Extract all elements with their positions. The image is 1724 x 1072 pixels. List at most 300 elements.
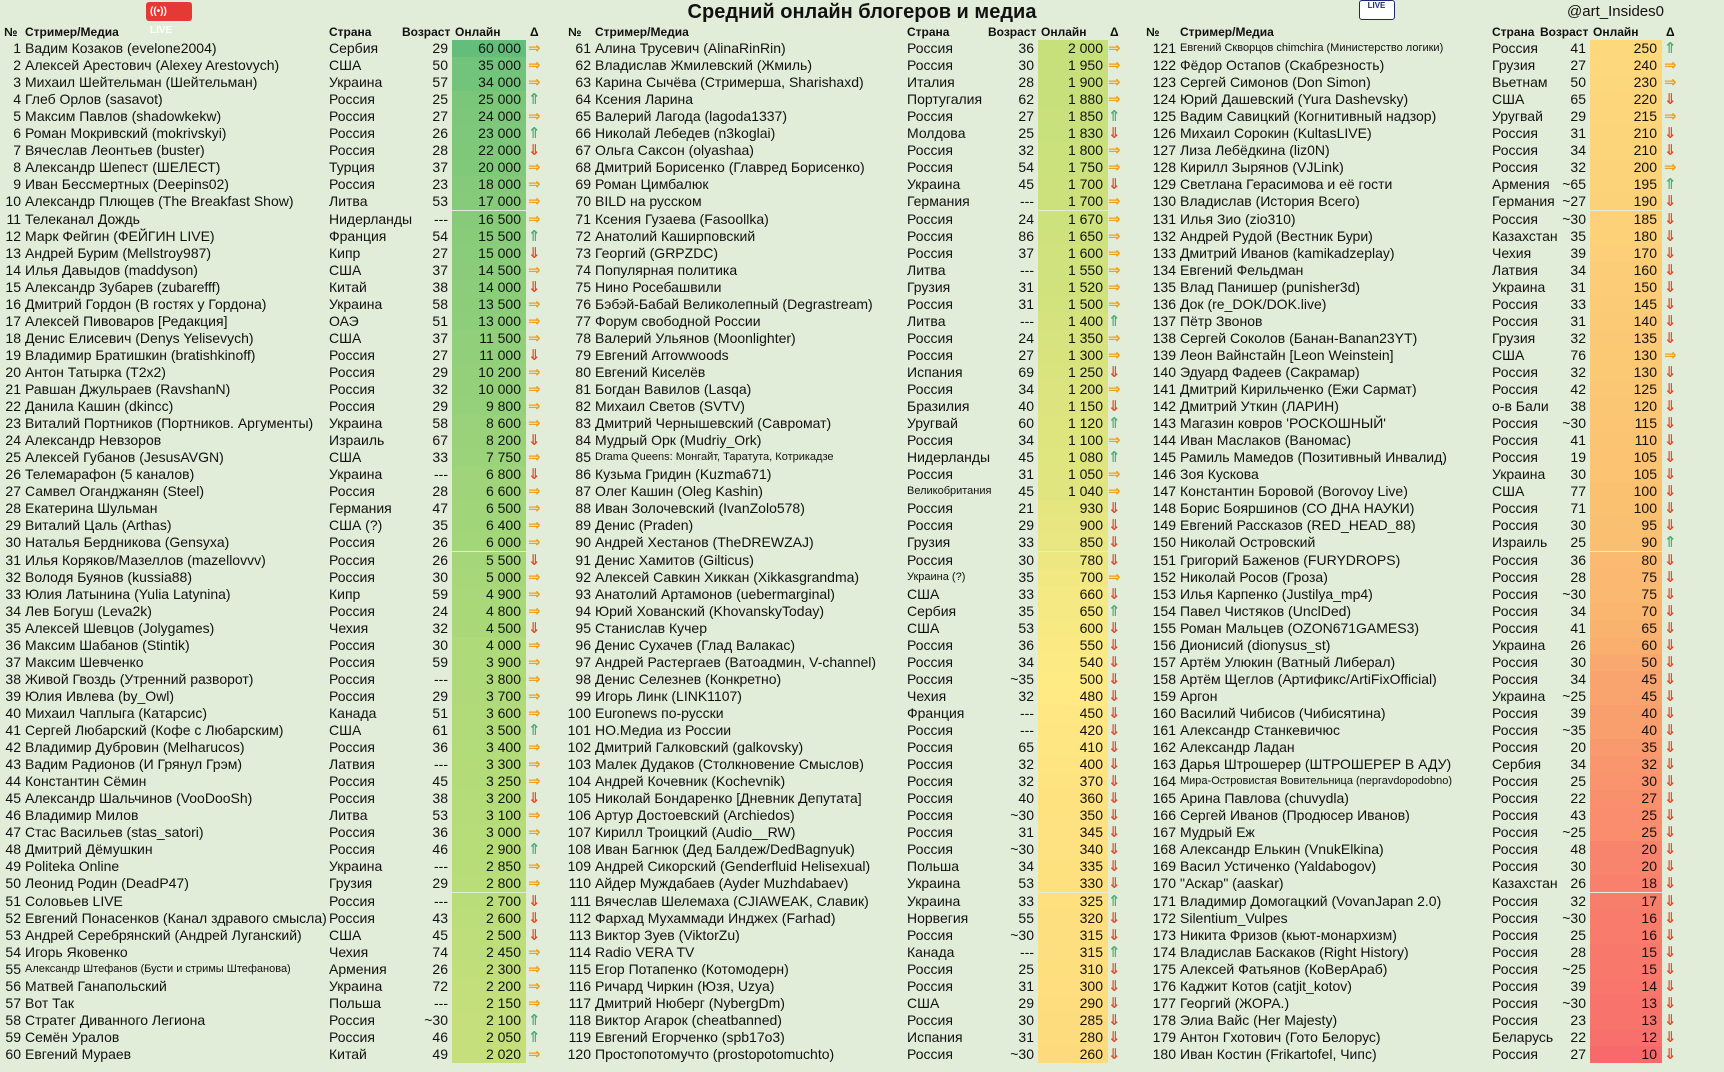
- table-row: [0, 517, 548, 534]
- row-name: Фёдор Остапов (Скабрезность): [1180, 57, 1385, 74]
- row-country: Россия: [329, 892, 375, 909]
- header-name: Стример/Медиа: [1180, 25, 1274, 39]
- row-name: Андрей Серебрянский (Андрей Луганский): [25, 926, 302, 943]
- row-country: Россия: [1492, 449, 1538, 466]
- arrow-down-icon: ⇓: [1664, 892, 1677, 910]
- row-name: Леонид Родин (DeadP47): [25, 875, 189, 892]
- arrow-down-icon: ⇓: [1664, 653, 1677, 671]
- table-row: [1142, 228, 1684, 245]
- row-age: 42: [1570, 381, 1586, 397]
- arrow-right-icon: ⇒: [528, 568, 541, 586]
- row-online: 480: [1038, 688, 1108, 705]
- arrow-right-icon: ⇒: [1108, 432, 1121, 450]
- row-rank: 78: [575, 329, 591, 346]
- row-rank: 148: [1152, 500, 1176, 517]
- arrow-down-icon: ⇓: [1664, 1011, 1677, 1029]
- row-name: Сергей Симонов (Don Simon): [1180, 74, 1371, 91]
- table-row: [1142, 654, 1684, 671]
- row-country: Россия: [1492, 602, 1538, 619]
- arrow-right-icon: ⇒: [528, 602, 541, 620]
- row-rank: 77: [575, 312, 591, 329]
- row-rank: 24: [5, 432, 21, 449]
- row-name: Илья Зио (zio310): [1180, 210, 1296, 227]
- header-delta: Δ: [530, 25, 539, 39]
- row-name: Дмитрий Гордон (В гостях у Гордона): [25, 295, 267, 312]
- row-online: 330: [1038, 875, 1108, 892]
- row-country: Украина: [329, 977, 383, 994]
- arrow-right-icon: ⇒: [528, 210, 541, 228]
- row-name: Илья Давыдов (maddyson): [25, 261, 198, 278]
- row-online: 25: [1590, 824, 1662, 841]
- arrow-right-icon: ⇒: [1108, 261, 1121, 279]
- row-country: Россия: [907, 773, 953, 790]
- table-row: [564, 705, 1128, 722]
- row-rank: 132: [1152, 227, 1176, 244]
- row-rank: 104: [567, 773, 591, 790]
- row-country: Украина: [1492, 278, 1546, 295]
- row-age: 34: [1570, 261, 1586, 278]
- table-row: [0, 978, 548, 995]
- row-name: Сергей Любарский (Кофе с Любарским): [25, 722, 284, 738]
- row-rank: 115: [568, 960, 591, 977]
- row-age: 31: [1018, 824, 1034, 841]
- table-row: [1142, 910, 1684, 927]
- row-age: ~30: [1010, 926, 1034, 943]
- row-rank: 32: [5, 568, 21, 585]
- arrow-down-icon: ⇓: [1664, 363, 1677, 381]
- row-country: Польша: [907, 858, 960, 875]
- row-age: 32: [432, 619, 448, 636]
- row-age: 29: [432, 687, 448, 704]
- row-online: 4 900: [452, 586, 526, 603]
- row-country: Литва: [907, 261, 946, 278]
- row-age: 54: [1018, 159, 1034, 176]
- row-rank: 111: [569, 892, 591, 909]
- table-row: [1142, 364, 1684, 381]
- row-rank: 79: [575, 346, 591, 363]
- table-row: [564, 91, 1128, 108]
- table-row: [0, 449, 548, 466]
- table-row: [1142, 722, 1684, 739]
- row-age: 34: [1018, 858, 1034, 875]
- table-row: [564, 449, 1128, 466]
- row-country: Канада: [329, 704, 377, 721]
- row-name: Евгений Егорченко (spb17o3): [595, 1028, 785, 1045]
- row-name: Илья Коряков/Мазеллов (mazellovvv): [25, 551, 266, 568]
- row-age: 36: [1018, 636, 1034, 653]
- row-name: Марк Фейгин (ФЕЙГИН LIVE): [25, 227, 215, 244]
- arrow-down-icon: ⇓: [1108, 1028, 1121, 1046]
- row-online: 45: [1590, 688, 1662, 705]
- row-age: 30: [432, 568, 448, 585]
- row-age: 43: [1570, 807, 1586, 824]
- table-row: [564, 245, 1128, 262]
- row-country: Бразилия: [907, 398, 970, 415]
- row-online: 65: [1590, 620, 1662, 637]
- row-rank: 118: [568, 1011, 591, 1028]
- row-rank: 1: [13, 40, 21, 56]
- row-online: 1 700: [1038, 193, 1108, 210]
- row-online: 780: [1038, 552, 1108, 569]
- row-age: 48: [1570, 841, 1586, 858]
- table-row: [0, 466, 548, 483]
- row-country: Россия: [907, 739, 953, 756]
- row-country: Россия: [329, 346, 375, 363]
- table-row: [0, 1012, 548, 1029]
- table-row: [1142, 790, 1684, 807]
- row-name: Евгений Фельдман: [1180, 261, 1304, 278]
- row-rank: 63: [575, 74, 591, 91]
- table-row: [1142, 995, 1684, 1012]
- row-online: 14 500: [452, 262, 526, 279]
- row-age: 32: [1018, 142, 1034, 159]
- arrow-right-icon: ⇒: [1108, 483, 1121, 501]
- arrow-down-icon: ⇓: [1664, 329, 1677, 347]
- row-age: 29: [432, 398, 448, 415]
- table-row: [1142, 125, 1684, 142]
- arrow-down-icon: ⇓: [1664, 841, 1677, 859]
- arrow-down-icon: ⇓: [1664, 722, 1677, 739]
- arrow-down-icon: ⇓: [1108, 363, 1121, 381]
- arrow-right-icon: ⇒: [528, 994, 541, 1012]
- row-country: Россия: [907, 159, 953, 176]
- row-online: 1 850: [1038, 108, 1108, 125]
- row-age: 33: [432, 449, 448, 466]
- row-country: Россия: [1492, 517, 1538, 534]
- row-online: 13: [1590, 995, 1662, 1012]
- row-name: Юлия Латынина (Yulia Latynina): [25, 585, 231, 602]
- author-handle: @art_Insides0: [1567, 3, 1664, 20]
- row-country: США: [329, 329, 362, 346]
- row-rank: 101: [567, 722, 591, 738]
- arrow-right-icon: ⇒: [1108, 57, 1121, 75]
- row-rank: 47: [5, 824, 21, 841]
- row-age: 31: [1570, 125, 1586, 142]
- row-rank: 99: [575, 687, 591, 704]
- row-name: Radio VERA TV: [595, 943, 695, 960]
- row-rank: 7: [13, 142, 21, 159]
- row-rank: 134: [1152, 261, 1176, 278]
- row-rank: 13: [5, 244, 21, 261]
- row-country: Россия: [907, 636, 953, 653]
- row-rank: 146: [1152, 466, 1176, 483]
- row-age: ~25: [1562, 687, 1586, 704]
- row-online: 18: [1590, 875, 1662, 892]
- row-country: Россия: [907, 1045, 953, 1062]
- row-country: Украина: [329, 415, 383, 432]
- row-rank: 15: [5, 278, 21, 295]
- arrow-up-icon: ⇑: [528, 722, 541, 739]
- row-age: 31: [1018, 1028, 1034, 1045]
- row-age: ~30: [1010, 1045, 1034, 1062]
- row-name: Бэбэй-Бабай Великолепный (Degrastream): [595, 295, 873, 312]
- table-row: [1142, 1029, 1684, 1046]
- row-name: BILD на русском: [595, 193, 702, 210]
- row-age: 41: [1570, 619, 1586, 636]
- row-rank: 142: [1152, 398, 1176, 415]
- table-row: [0, 193, 548, 210]
- arrow-down-icon: ⇓: [1664, 739, 1677, 757]
- row-country: Украина: [907, 875, 961, 892]
- row-name: Михаил Чаплыга (Катарсис): [25, 704, 207, 721]
- row-name: НО.Медиа из России: [595, 722, 732, 738]
- arrow-right-icon: ⇒: [1108, 329, 1121, 347]
- row-online: 2 450: [452, 944, 526, 961]
- row-name: Виталий Цаль (Arthas): [25, 517, 172, 534]
- arrow-right-icon: ⇒: [528, 40, 541, 57]
- live-logo-left: ((•)) LIVE: [146, 2, 192, 21]
- row-rank: 66: [575, 125, 591, 142]
- table-row: [564, 432, 1128, 449]
- table-row: [1142, 671, 1684, 688]
- row-age: 30: [1570, 517, 1586, 534]
- arrow-right-icon: ⇒: [528, 653, 541, 671]
- table-row: [564, 398, 1128, 415]
- arrow-down-icon: ⇓: [1664, 227, 1677, 245]
- table-row: [0, 330, 548, 347]
- arrow-down-icon: ⇓: [1664, 193, 1677, 211]
- row-rank: 106: [567, 807, 591, 824]
- table-row: [1142, 927, 1684, 944]
- table-row: [0, 688, 548, 705]
- row-name: Андрей Бурим (Mellstroy987): [25, 244, 212, 261]
- row-age: 34: [1018, 653, 1034, 670]
- row-rank: 125: [1152, 108, 1176, 125]
- row-name: Валерий Лагода (lagoda1337): [595, 108, 788, 125]
- row-country: Сербия: [1492, 756, 1542, 773]
- row-rank: 68: [575, 159, 591, 176]
- row-age: 74: [432, 943, 448, 960]
- arrow-down-icon: ⇓: [1664, 381, 1677, 398]
- table-row: [564, 483, 1128, 500]
- arrow-right-icon: ⇒: [528, 500, 541, 518]
- arrow-down-icon: ⇓: [1108, 841, 1121, 859]
- row-age: 50: [1570, 74, 1586, 91]
- row-country: Россия: [1492, 585, 1538, 602]
- arrow-down-icon: ⇓: [1108, 807, 1121, 825]
- row-rank: 102: [567, 739, 591, 756]
- arrow-down-icon: ⇓: [1664, 517, 1677, 535]
- row-online: 27: [1590, 790, 1662, 807]
- row-age: 59: [432, 653, 448, 670]
- row-name: Станислав Кучер: [595, 619, 708, 636]
- row-rank: 133: [1152, 244, 1176, 261]
- table-row: [0, 927, 548, 944]
- table-row: [564, 790, 1128, 807]
- row-country: Россия: [907, 432, 953, 449]
- row-age: 47: [432, 500, 448, 517]
- row-rank: 26: [5, 466, 21, 483]
- row-name: Малек Дудаков (Столкновение Смыслов): [595, 756, 864, 773]
- row-name: Данила Кашин (dkincc): [25, 398, 174, 415]
- row-name: Владислав (История Всего): [1180, 193, 1360, 210]
- row-online: 6 600: [452, 483, 526, 500]
- arrow-down-icon: ⇓: [1664, 1045, 1677, 1063]
- row-online: 35: [1590, 739, 1662, 756]
- row-rank: 147: [1152, 483, 1176, 500]
- arrow-right-icon: ⇒: [528, 636, 541, 654]
- row-name: Наталья Бердникова (Gensyxa): [25, 534, 230, 551]
- row-country: Россия: [1492, 892, 1538, 909]
- row-country: США: [329, 722, 362, 738]
- row-age: ~30: [1562, 210, 1586, 227]
- row-online: 3 700: [452, 688, 526, 705]
- row-online: 1 830: [1038, 125, 1108, 142]
- row-rank: 2: [13, 57, 21, 74]
- table-row: [1142, 211, 1684, 228]
- row-age: 59: [432, 585, 448, 602]
- row-rank: 127: [1152, 142, 1176, 159]
- row-rank: 139: [1152, 346, 1176, 363]
- row-online: 1 120: [1038, 415, 1108, 432]
- row-rank: 6: [13, 125, 21, 142]
- row-rank: 70: [575, 193, 591, 210]
- row-rank: 129: [1152, 176, 1176, 193]
- row-name: Вот Так: [25, 994, 74, 1011]
- row-online: 100: [1590, 483, 1662, 500]
- row-country: США: [907, 994, 940, 1011]
- row-online: 1 350: [1038, 330, 1108, 347]
- header-country: Страна: [329, 25, 372, 39]
- arrow-up-icon: ⇑: [1108, 449, 1121, 467]
- row-country: Россия: [1492, 790, 1538, 807]
- row-online: 16 500: [452, 211, 526, 228]
- row-name: Александр Ладан: [1180, 739, 1295, 756]
- row-age: 32: [1570, 159, 1586, 176]
- row-country: Россия: [907, 57, 953, 74]
- row-name: Андрей Растергаев (Ватоадмин, V-channel): [595, 653, 877, 670]
- row-rank: 131: [1152, 210, 1176, 227]
- row-name: Юрий Хованский (KhovanskyToday): [595, 602, 825, 619]
- row-online: 360: [1038, 790, 1108, 807]
- arrow-right-icon: ⇒: [528, 363, 541, 381]
- row-age: 53: [432, 193, 448, 210]
- row-rank: 161: [1152, 722, 1176, 738]
- row-name: Док (re_DOK/DOK.live): [1180, 295, 1327, 312]
- row-age: 26: [432, 125, 448, 142]
- row-age: ---: [434, 756, 448, 773]
- row-country: Россия: [907, 960, 953, 977]
- row-country: Франция: [329, 227, 387, 244]
- row-rank: 107: [567, 824, 591, 841]
- row-name: Дмитрий Нюберг (NybergDm): [595, 994, 785, 1011]
- row-country: США: [1492, 483, 1525, 500]
- row-rank: 119: [568, 1028, 591, 1045]
- row-rank: 94: [575, 602, 591, 619]
- row-online: 850: [1038, 534, 1108, 551]
- row-age: 45: [432, 773, 448, 790]
- row-country: Россия: [907, 500, 953, 517]
- header-delta: Δ: [1110, 25, 1119, 39]
- row-country: Россия: [907, 227, 953, 244]
- row-country: США: [329, 261, 362, 278]
- row-name: Евгений Мураев: [25, 1045, 132, 1062]
- row-name: Никита Фризов (кьют-монархизм): [1180, 926, 1397, 943]
- arrow-right-icon: ⇒: [1108, 568, 1121, 586]
- arrow-down-icon: ⇓: [528, 244, 541, 262]
- table-row: [564, 364, 1128, 381]
- table-row: [0, 483, 548, 500]
- row-name: Аргон: [1180, 687, 1218, 704]
- row-rank: 43: [5, 756, 21, 773]
- table-row: [564, 534, 1128, 551]
- arrow-down-icon: ⇓: [1664, 687, 1677, 705]
- row-country: Россия: [329, 653, 375, 670]
- row-country: Норвегия: [907, 909, 969, 926]
- row-name: Телемарафон (5 каналов): [25, 466, 195, 483]
- row-name: Алексей Савкин Хиккан (Xikkasgrandma): [595, 568, 860, 585]
- row-age: ---: [1020, 261, 1034, 278]
- row-online: 135: [1590, 330, 1662, 347]
- arrow-right-icon: ⇒: [528, 57, 541, 75]
- row-country: Украина: [1492, 636, 1546, 653]
- table-row: [564, 552, 1128, 569]
- row-country: Армения: [1492, 176, 1550, 193]
- row-online: 45: [1590, 671, 1662, 688]
- row-age: 58: [432, 295, 448, 312]
- row-country: Россия: [329, 841, 375, 858]
- row-age: 23: [432, 176, 448, 193]
- row-name: Евгений Рассказов (RED_HEAD_88): [1180, 517, 1416, 534]
- arrow-down-icon: ⇓: [1664, 210, 1677, 228]
- arrow-down-icon: ⇓: [528, 551, 541, 569]
- row-online: 400: [1038, 756, 1108, 773]
- arrow-down-icon: ⇓: [1664, 790, 1677, 808]
- arrow-right-icon: ⇒: [528, 74, 541, 92]
- row-age: 39: [1570, 244, 1586, 261]
- row-rank: 90: [575, 534, 591, 551]
- table-row: [0, 893, 548, 910]
- row-age: 28: [1018, 74, 1034, 91]
- arrow-down-icon: ⇓: [528, 346, 541, 364]
- row-country: Испания: [907, 1028, 963, 1045]
- table-row: [564, 142, 1128, 159]
- row-name: Виктор Зуев (ViktorZu): [595, 926, 740, 943]
- row-online: 20 000: [452, 159, 526, 176]
- row-name: Владимир Домогацкий (VovanJapan 2.0): [1180, 892, 1442, 909]
- row-name: Богдан Вавилов (Lasqa): [595, 381, 752, 397]
- table-row: [0, 807, 548, 824]
- row-country: Грузия: [1492, 57, 1536, 74]
- row-online: 15: [1590, 961, 1662, 978]
- row-country: Чехия: [1492, 244, 1532, 261]
- arrow-right-icon: ⇒: [1664, 159, 1677, 177]
- header-online: Онлайн: [1593, 25, 1639, 39]
- row-rank: 75: [575, 278, 591, 295]
- row-country: Россия: [329, 670, 375, 687]
- row-online: 370: [1038, 773, 1108, 790]
- row-age: 28: [1570, 943, 1586, 960]
- header-age: Возраст: [988, 25, 1037, 39]
- row-online: 195: [1590, 176, 1662, 193]
- row-country: Россия: [907, 722, 953, 738]
- row-name: Артур Достоевский (Archiedos): [595, 807, 795, 824]
- table-row: [1142, 756, 1684, 773]
- column-header-3: [1142, 24, 1684, 40]
- arrow-right-icon: ⇒: [1108, 193, 1121, 211]
- row-country: США: [907, 619, 940, 636]
- row-age: 27: [1570, 57, 1586, 74]
- row-country: Россия: [907, 1011, 953, 1028]
- row-name: Drama Queens: Монгайт, Таратута, Котрикадзе: [595, 451, 834, 464]
- row-rank: 173: [1152, 926, 1176, 943]
- table-row: [564, 637, 1128, 654]
- row-name: Александр Зубарев (zubarefff): [25, 278, 221, 295]
- row-online: 325: [1038, 893, 1108, 910]
- row-age: 36: [1570, 551, 1586, 568]
- row-age: ~65: [1562, 176, 1586, 193]
- row-name: Дмитрий Кирильченко (Ежи Сармат): [1180, 381, 1417, 397]
